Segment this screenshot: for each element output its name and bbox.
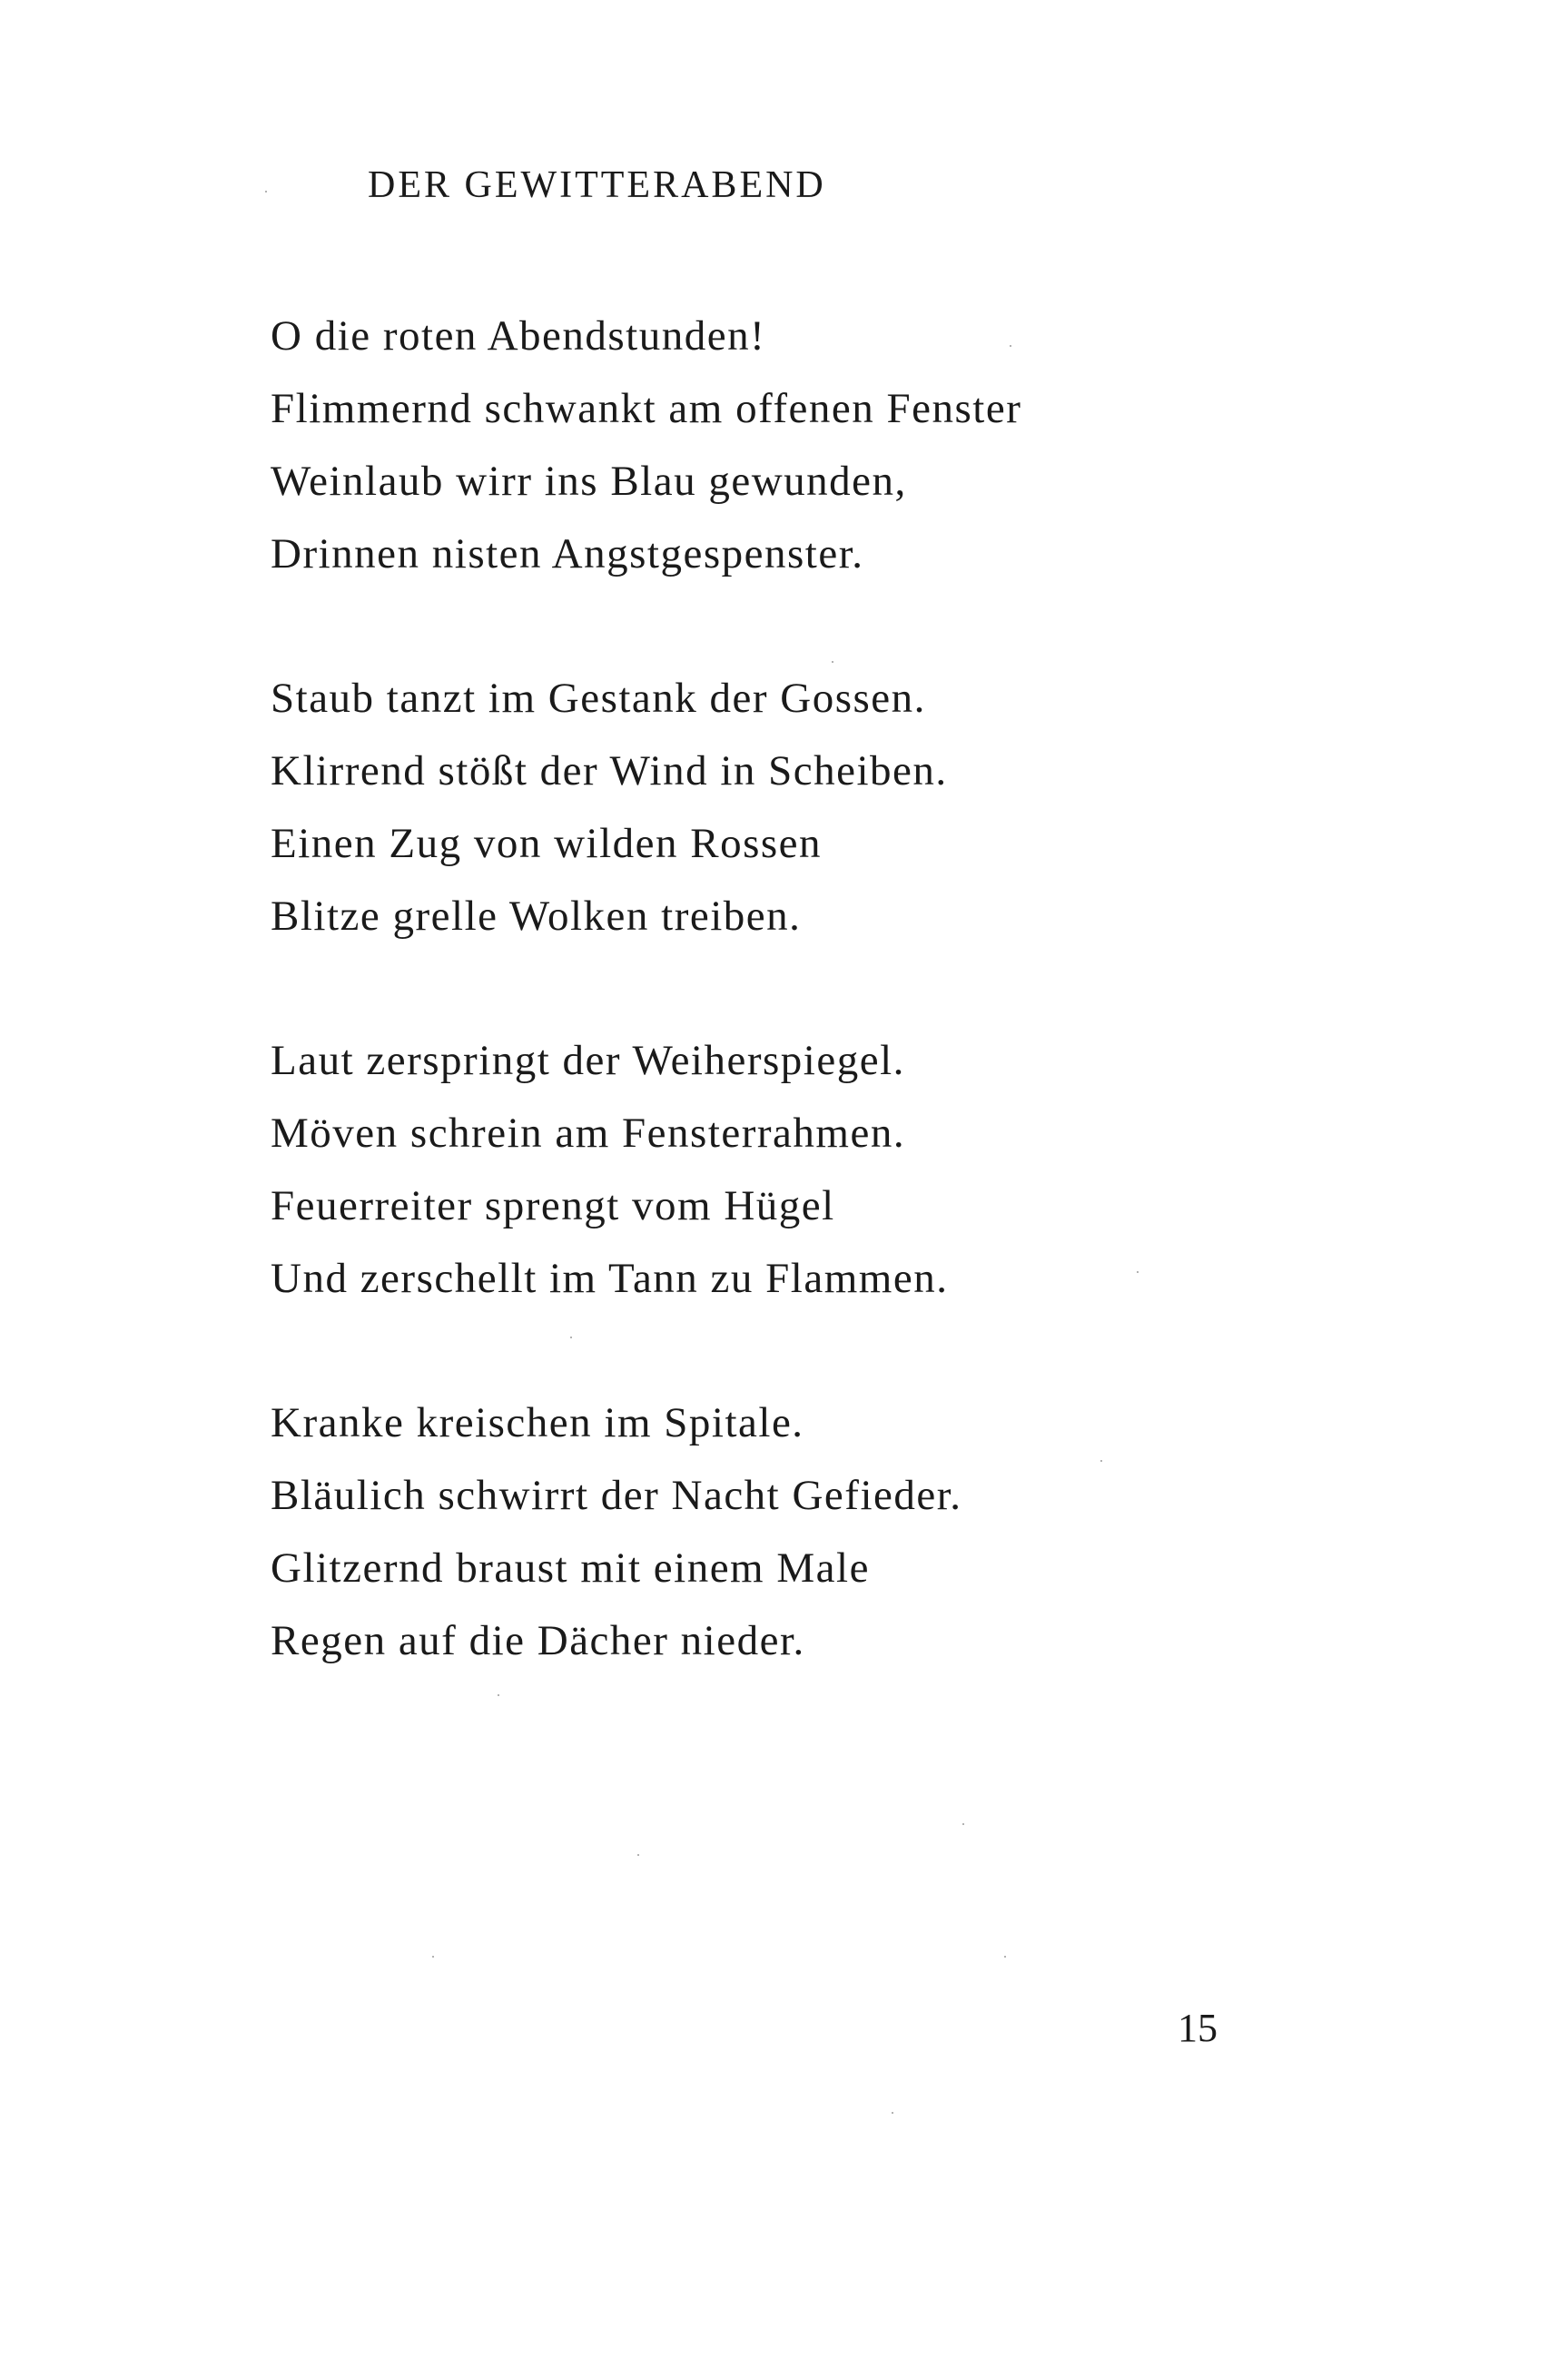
poem-line: Regen auf die Dächer nieder. <box>271 1617 805 1664</box>
scan-speck <box>637 1854 639 1856</box>
scan-speck <box>1100 1460 1102 1462</box>
poem-title: DER GEWITTERABEND <box>368 164 826 206</box>
scan-speck <box>265 191 267 192</box>
scan-speck <box>1004 1956 1006 1958</box>
poem-line: Staub tanzt im Gestank der Gossen. <box>271 675 926 722</box>
poem-body <box>271 300 1269 1749</box>
scan-speck <box>1137 1271 1139 1273</box>
scan-speck <box>1010 345 1011 347</box>
page-number: 15 <box>1178 2006 1218 2050</box>
poem-line: Klirrend stößt der Wind in Scheiben. <box>271 747 948 794</box>
stanza-2 <box>271 662 1269 952</box>
scan-speck <box>498 1694 499 1696</box>
poem-line: Bläulich schwirrt der Nacht Gefieder. <box>271 1472 962 1519</box>
poem-line: Und zerschellt im Tann zu Flammen. <box>271 1255 949 1302</box>
stanza-3 <box>271 1024 1269 1315</box>
poem-line: Möven schrein am Fensterrahmen. <box>271 1110 906 1157</box>
scan-speck <box>962 1823 964 1825</box>
scan-speck <box>570 1337 572 1338</box>
poem-line: Weinlaub wirr ins Blau gewunden, <box>271 458 907 505</box>
poem-line: Laut zerspringt der Weiherspiegel. <box>271 1037 905 1084</box>
scan-speck <box>432 1956 434 1958</box>
poem-line: O die roten Abendstunden! <box>271 312 766 360</box>
scan-speck <box>892 2112 893 2114</box>
stanza-4 <box>271 1386 1269 1677</box>
poem-line: Feuerreiter sprengt vom Hügel <box>271 1182 835 1229</box>
poem-line: Flimmernd schwankt am offenen Fenster <box>271 385 1022 432</box>
scan-speck <box>832 661 833 663</box>
poem-line: Blitze grelle Wolken treiben. <box>271 893 802 940</box>
poem-line: Kranke kreischen im Spitale. <box>271 1399 804 1446</box>
poem-line: Drinnen nisten Angstgespenster. <box>271 530 864 577</box>
poem-line: Glitzernd braust mit einem Male <box>271 1544 870 1592</box>
stanza-1 <box>271 300 1269 590</box>
poem-line: Einen Zug von wilden Rossen <box>271 820 823 867</box>
